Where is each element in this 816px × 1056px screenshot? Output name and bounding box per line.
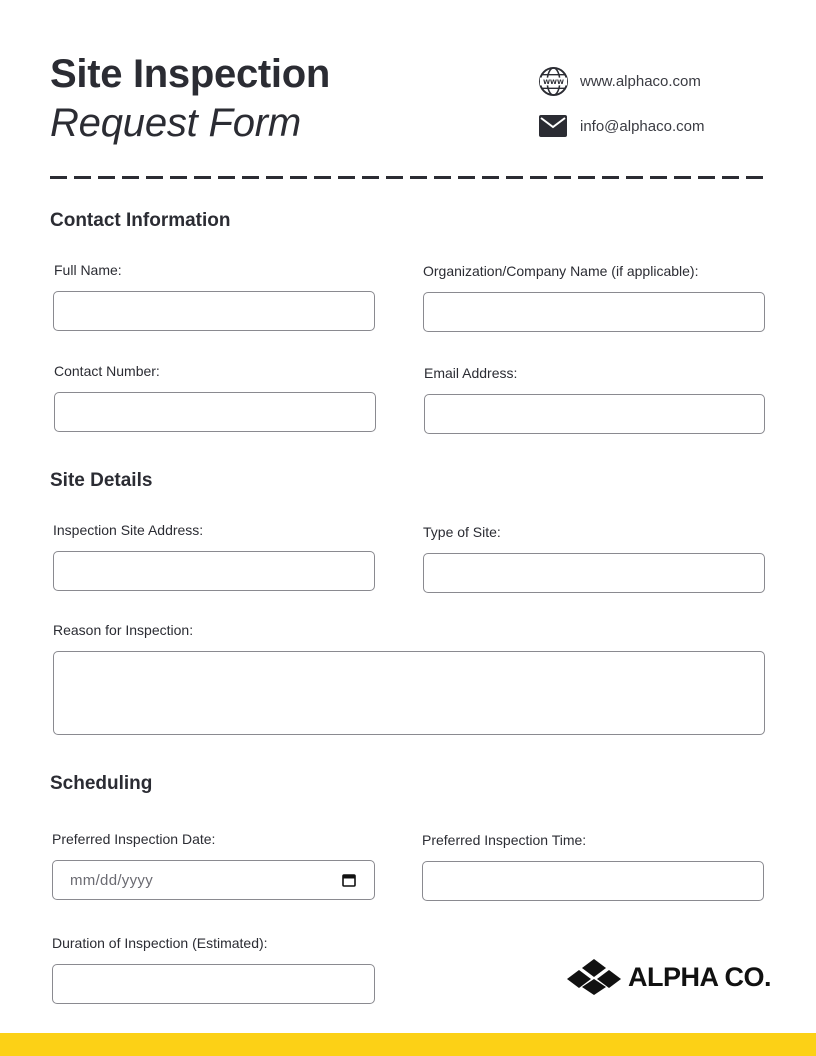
- header-divider: [50, 176, 764, 179]
- contact-number-label: Contact Number:: [54, 363, 160, 379]
- duration-label: Duration of Inspection (Estimated):: [52, 935, 268, 951]
- time-label: Preferred Inspection Time:: [422, 832, 587, 848]
- date-input[interactable]: [52, 860, 375, 900]
- organization-input[interactable]: [423, 292, 765, 332]
- form-title-line2: Request Form: [50, 101, 302, 145]
- site-section-title: Site Details: [50, 470, 153, 491]
- scheduling-section-title: Scheduling: [50, 773, 153, 794]
- website-contact: [537, 65, 701, 97]
- contact-section-title: Contact Information: [50, 210, 231, 231]
- diamond-logo-icon: [566, 958, 622, 996]
- site-type-input[interactable]: [423, 553, 765, 593]
- logo-text: ALPHA CO.: [628, 961, 771, 992]
- full-name-label: Full Name:: [54, 262, 122, 278]
- footer-accent-bar: [0, 1033, 816, 1056]
- full-name-input[interactable]: [53, 291, 375, 331]
- reason-label: Reason for Inspection:: [53, 622, 194, 638]
- company-logo: [566, 958, 771, 996]
- site-address-input[interactable]: [53, 551, 375, 591]
- calendar-icon[interactable]: [342, 873, 356, 887]
- email-contact: [537, 110, 704, 142]
- envelope-icon: [537, 110, 569, 142]
- duration-input[interactable]: [52, 964, 375, 1004]
- website-text: www.alphaco.com: [580, 72, 701, 90]
- svg-text:WWW: WWW: [542, 78, 564, 86]
- email-address-input[interactable]: [424, 394, 765, 434]
- reason-textarea[interactable]: [53, 651, 765, 735]
- email-text: info@alphaco.com: [580, 117, 705, 135]
- globe-icon: [537, 65, 569, 97]
- site-address-label: Inspection Site Address:: [53, 522, 204, 538]
- time-input[interactable]: [422, 861, 764, 901]
- form-title-line1: Site Inspection: [50, 52, 330, 96]
- date-label: Preferred Inspection Date:: [52, 831, 216, 847]
- contact-number-input[interactable]: [54, 392, 376, 432]
- email-address-label: Email Address:: [424, 365, 518, 381]
- site-type-label: Type of Site:: [423, 524, 501, 540]
- organization-label: Organization/Company Name (if applicable):: [423, 263, 699, 279]
- date-placeholder: mm/dd/yyyy: [70, 872, 154, 889]
